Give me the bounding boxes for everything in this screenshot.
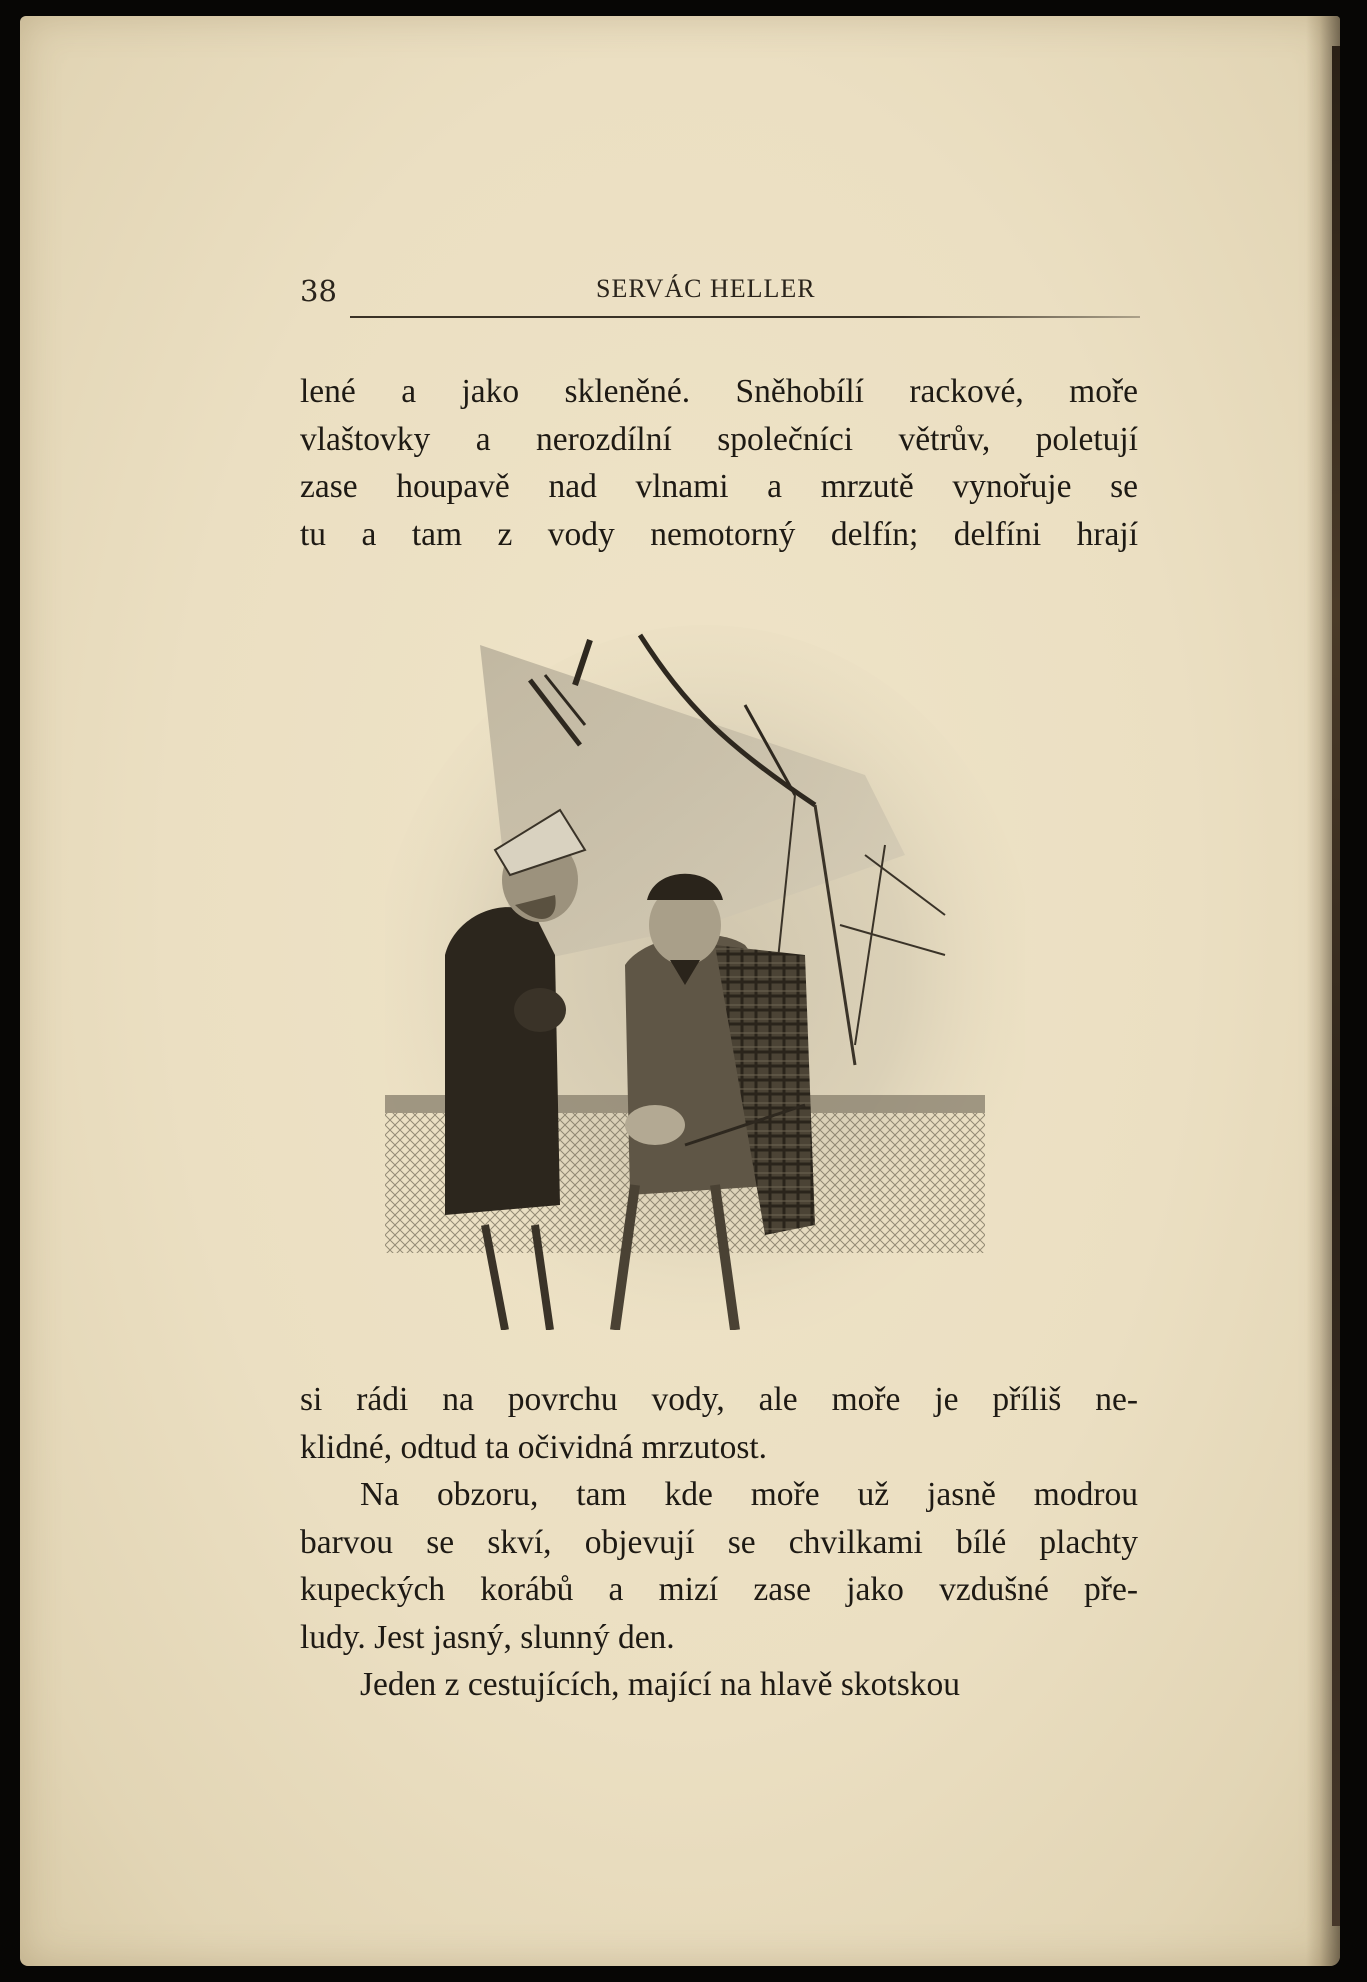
text-line: vlaštovky a nerozdílní společníci větrův, poletují bbox=[300, 420, 1138, 458]
running-head bbox=[300, 268, 1140, 316]
paragraph-top bbox=[300, 368, 1138, 558]
paragraph-bottom bbox=[300, 1376, 1138, 1709]
page-number: 38 bbox=[300, 274, 337, 308]
text-line: zase houpavě nad vlnami a mrzutě vynořuje se bbox=[300, 468, 1138, 505]
header-rule bbox=[350, 316, 1140, 318]
text-line: si rádi na povrchu vody, ale moře je příliš ne- bbox=[300, 1381, 1138, 1418]
text-line: kupeckých korábů a mizí zase jako vzdušné pře- bbox=[300, 1571, 1138, 1608]
text-line: Jeden z cestujících, mající na hlavě skotskou bbox=[360, 1666, 961, 1703]
text-line: klidné, odtud ta očividná mrzutost. bbox=[300, 1428, 768, 1466]
text-line: Na obzoru, tam kde moře už jasně modrou bbox=[360, 1476, 1138, 1513]
text-line: ludy. Jest jasný, slunný den. bbox=[300, 1618, 675, 1656]
binding-edge bbox=[1332, 46, 1340, 1926]
text-line: lené a jako skleněné. Sněhobílí rackové, moře bbox=[300, 373, 1138, 410]
running-title: SERVÁC HELLER bbox=[596, 274, 816, 303]
text-line: tu a tam z vody nemotorný delfín; delfíni hrají bbox=[300, 515, 1138, 553]
text-line: barvou se skví, objevují se chvilkami bílé plachty bbox=[300, 1523, 1138, 1561]
illustration-engraving bbox=[385, 625, 1025, 1330]
illustration bbox=[385, 625, 1025, 1330]
